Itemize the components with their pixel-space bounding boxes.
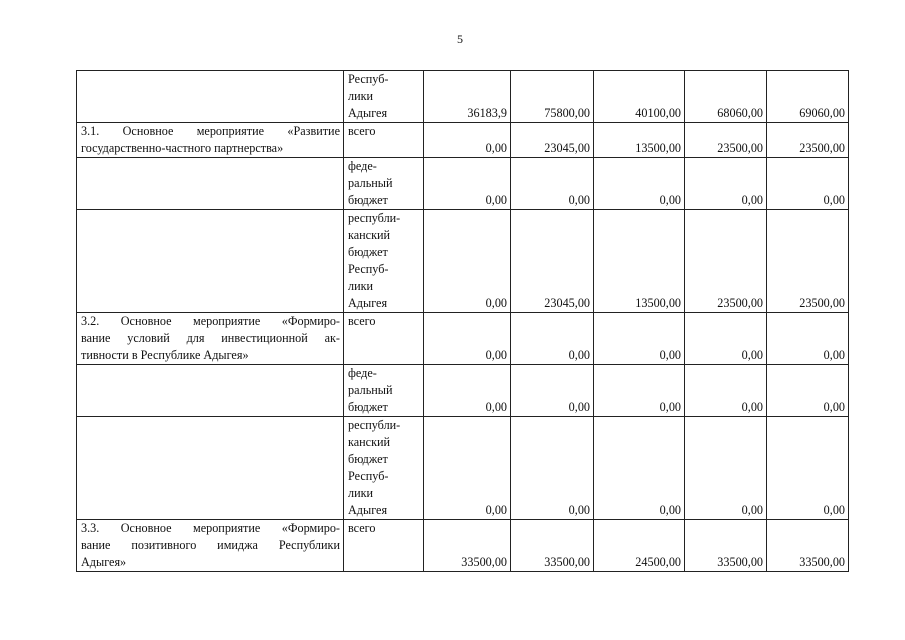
funding-source-line: бюджет — [348, 193, 388, 207]
funding-source-line: Адыгея — [348, 296, 388, 310]
amount-cell: 0,00 — [424, 417, 511, 520]
amount-cell: 0,00 — [594, 313, 685, 365]
amount-cell: 0,00 — [511, 365, 594, 417]
funding-source-line: Адыгея — [348, 503, 388, 517]
amount-cell: 0,00 — [685, 313, 767, 365]
funding-source-line: канский — [348, 435, 391, 449]
amount-cell: 23500,00 — [767, 123, 849, 158]
activity-description-line: Адыгея» — [81, 555, 127, 569]
funding-source-cell — [344, 71, 424, 123]
funding-source-line: канский — [348, 228, 391, 242]
amount-cell: 33500,00 — [511, 520, 594, 572]
amount-cell: 33500,00 — [767, 520, 849, 572]
budget-table — [76, 70, 849, 572]
table-row — [77, 313, 849, 365]
amount-cell: 0,00 — [685, 365, 767, 417]
funding-source-line: Респуб- — [348, 72, 389, 86]
table-row — [77, 210, 849, 313]
activity-description-cell — [77, 520, 344, 572]
funding-source-line: феде- — [348, 366, 377, 380]
funding-source-line: Респуб- — [348, 469, 389, 483]
funding-source-line: всего — [348, 124, 376, 138]
amount-cell: 33500,00 — [685, 520, 767, 572]
amount-cell: 23500,00 — [685, 210, 767, 313]
funding-source-cell — [344, 520, 424, 572]
funding-source-cell — [344, 313, 424, 365]
amount-cell: 0,00 — [594, 417, 685, 520]
activity-description-line: вание позитивного имиджа Республики — [81, 538, 340, 552]
activity-description-cell — [77, 417, 344, 520]
amount-cell: 0,00 — [424, 210, 511, 313]
funding-source-line: Адыгея — [348, 106, 388, 120]
amount-cell: 40100,00 — [594, 71, 685, 123]
funding-source-line: ральный — [348, 383, 393, 397]
funding-source-cell — [344, 365, 424, 417]
amount-cell: 36183,9 — [424, 71, 511, 123]
activity-description-cell — [77, 313, 344, 365]
funding-source-line: бюджет — [348, 400, 388, 414]
table-row — [77, 417, 849, 520]
page-number: 5 — [457, 32, 463, 46]
amount-cell: 0,00 — [424, 123, 511, 158]
activity-description-line: государственно-частного партнерства» — [81, 141, 284, 155]
funding-source-line: бюджет — [348, 452, 388, 466]
activity-description-cell — [77, 365, 344, 417]
amount-cell: 75800,00 — [511, 71, 594, 123]
funding-source-line: лики — [348, 486, 374, 500]
activity-description-line: вание условий для инвестиционной ак- — [81, 331, 340, 345]
activity-description-cell — [77, 71, 344, 123]
amount-cell: 68060,00 — [685, 71, 767, 123]
table-row — [77, 71, 849, 123]
activity-description-line: 3.3. Основное мероприятие «Формиро- — [81, 521, 340, 535]
amount-cell: 0,00 — [424, 158, 511, 210]
amount-cell: 23500,00 — [685, 123, 767, 158]
amount-cell: 0,00 — [511, 313, 594, 365]
amount-cell: 23045,00 — [511, 210, 594, 313]
funding-source-line: лики — [348, 279, 374, 293]
funding-source-line: республи- — [348, 211, 401, 225]
activity-description-line: тивности в Республике Адыгея» — [81, 348, 249, 362]
amount-cell: 0,00 — [511, 158, 594, 210]
activity-description-cell — [77, 210, 344, 313]
table-row — [77, 158, 849, 210]
funding-source-cell — [344, 417, 424, 520]
table-row — [77, 520, 849, 572]
table-row — [77, 123, 849, 158]
amount-cell: 0,00 — [767, 365, 849, 417]
funding-source-line: бюджет — [348, 245, 388, 259]
activity-description-cell — [77, 158, 344, 210]
amount-cell: 0,00 — [767, 158, 849, 210]
activity-description-cell — [77, 123, 344, 158]
amount-cell: 0,00 — [767, 417, 849, 520]
amount-cell: 0,00 — [511, 417, 594, 520]
amount-cell: 13500,00 — [594, 210, 685, 313]
amount-cell: 0,00 — [685, 417, 767, 520]
amount-cell: 0,00 — [594, 365, 685, 417]
funding-source-line: всего — [348, 521, 376, 535]
amount-cell: 0,00 — [594, 158, 685, 210]
funding-source-line: ральный — [348, 176, 393, 190]
activity-description-line: 3.1. Основное мероприятие «Развитие — [81, 124, 340, 138]
amount-cell: 0,00 — [424, 313, 511, 365]
funding-source-line: Респуб- — [348, 262, 389, 276]
funding-source-line: всего — [348, 314, 376, 328]
activity-description-line: 3.2. Основное мероприятие «Формиро- — [81, 314, 340, 328]
funding-source-cell — [344, 123, 424, 158]
funding-source-line: республи- — [348, 418, 401, 432]
amount-cell: 33500,00 — [424, 520, 511, 572]
funding-source-cell — [344, 158, 424, 210]
table-row — [77, 365, 849, 417]
amount-cell: 69060,00 — [767, 71, 849, 123]
amount-cell: 24500,00 — [594, 520, 685, 572]
amount-cell: 0,00 — [767, 313, 849, 365]
funding-source-cell — [344, 210, 424, 313]
amount-cell: 0,00 — [685, 158, 767, 210]
funding-source-line: феде- — [348, 159, 377, 173]
funding-source-line: лики — [348, 89, 374, 103]
amount-cell: 13500,00 — [594, 123, 685, 158]
amount-cell: 0,00 — [424, 365, 511, 417]
amount-cell: 23500,00 — [767, 210, 849, 313]
amount-cell: 23045,00 — [511, 123, 594, 158]
